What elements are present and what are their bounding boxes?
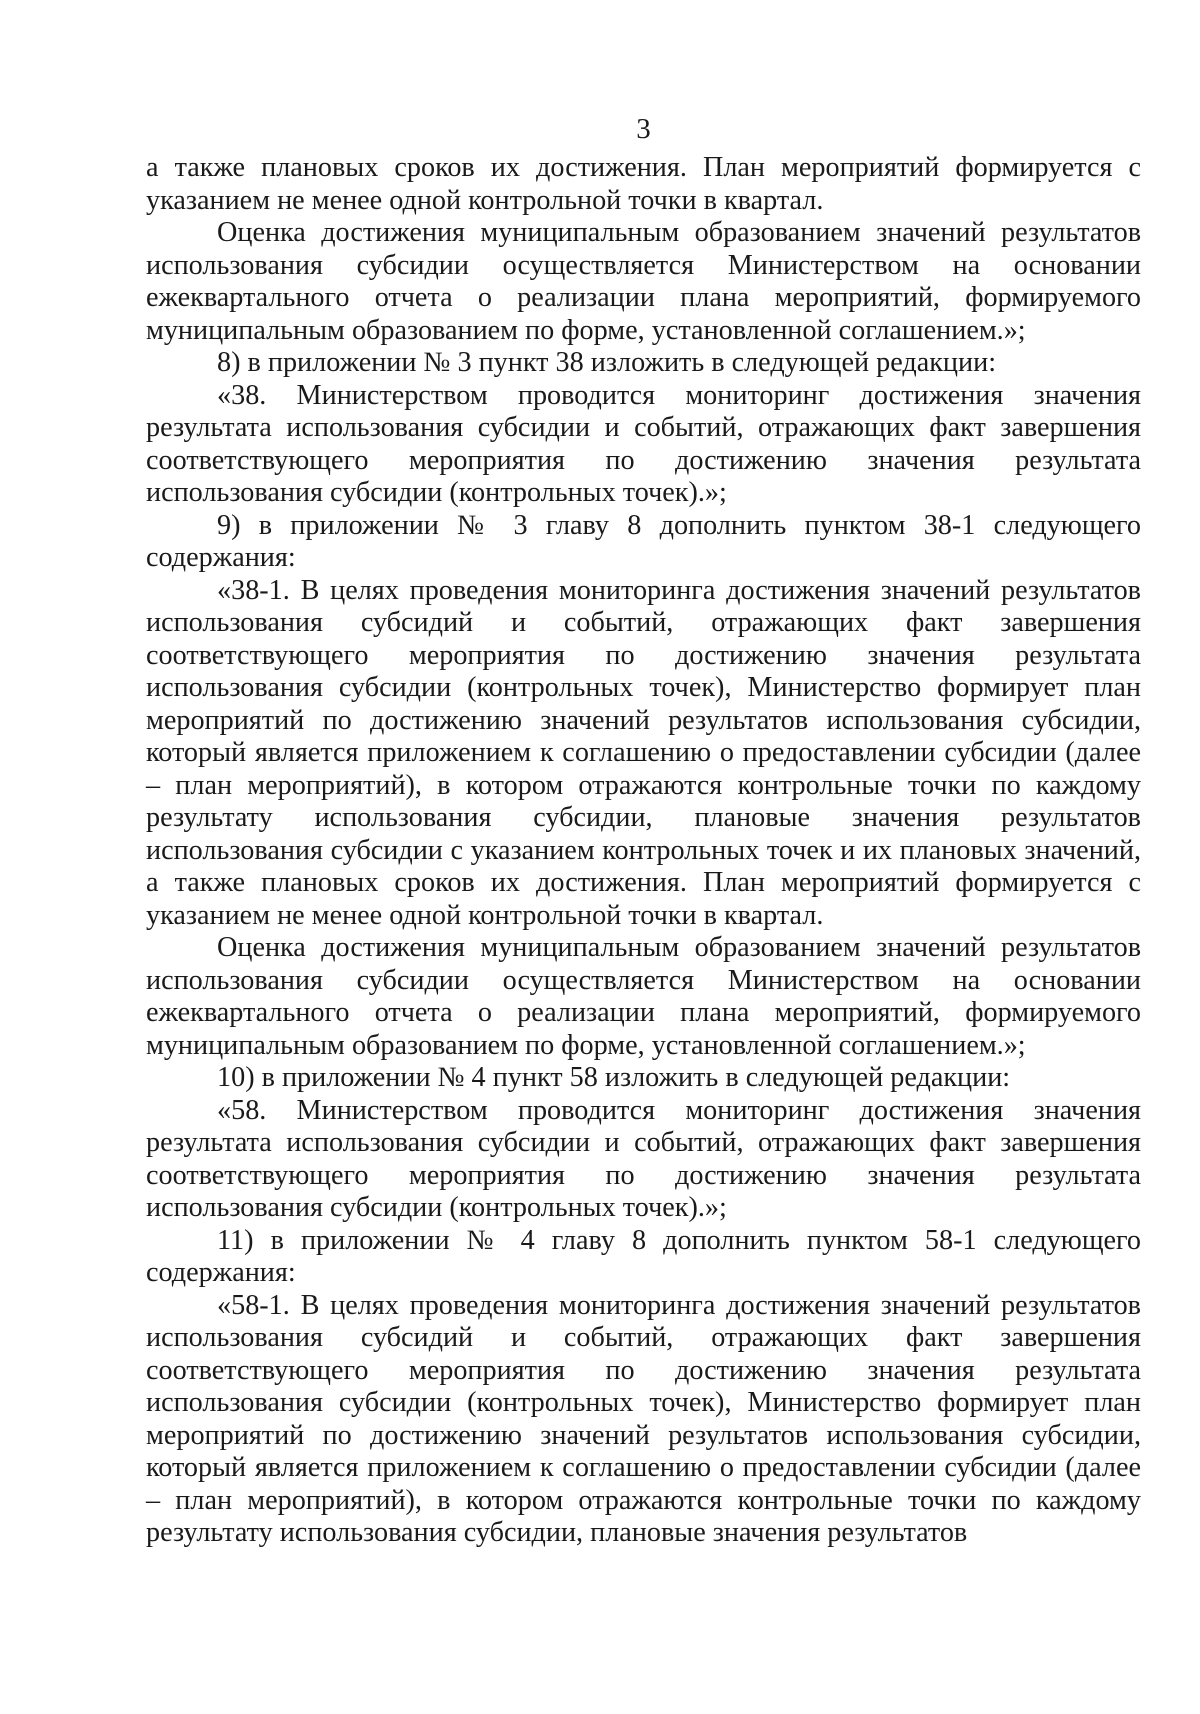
paragraph: «58-1. В целях проведения мониторинга достижения значений результатов использования субсидий и событий, отражающих факт завершения соответствующего мероприятия по достижению значения результата использования субсидии (контрольных точек), Министерство формирует план мероприятий по достижению значений результатов использования субсидии, который является приложением к соглашению о предоставлении субсидии (далее – план мероприятий), в котором отражаются контрольные точки по каждому результату использования субсидии, плановые значения результатов: [146, 1289, 1141, 1548]
paragraph: «38. Министерством проводится мониторинг достижения значения результата использования субсидии и событий, отражающих факт завершения соответствующего мероприятия по достижению значения результата использования субсидии (контрольных точек).»;: [146, 379, 1141, 508]
document-page: [146, 112, 1141, 1550]
paragraph: Оценка достижения муниципальным образованием значений результатов использования субсидии осуществляется Министерством на основании ежеквартального отчета о реализации плана мероприятий, формируемого муниципальным образованием по форме, установленной соглашением.»;: [146, 932, 1141, 1061]
paragraph: «38-1. В целях проведения мониторинга достижения значений результатов использования субсидий и событий, отражающих факт завершения соответствующего мероприятия по достижению значения результата использования субсидии (контрольных точек), Министерство формирует план мероприятий по достижению значений результатов использования субсидии, который является приложением к соглашению о предоставлении субсидии (далее – план мероприятий), в котором отражаются контрольные точки по каждому результату использования субсидии, плановые значения результатов использования субсидии с указанием контрольных точек и их плановых значений, а также плановых сроков их достижения. План мероприятий формируется с указанием не менее одной контрольной точки в квартал.: [146, 574, 1141, 931]
paragraph: а также плановых сроков их достижения. План мероприятий формируется с указанием не менее одной контрольной точки в квартал.: [146, 152, 1141, 216]
paragraph: «58. Министерством проводится мониторинг достижения значения результата использования субсидии и событий, отражающих факт завершения соответствующего мероприятия по достижению значения результата использования субсидии (контрольных точек).»;: [146, 1094, 1141, 1223]
amendment-item-8: 8) в приложении № 3 пункт 38 изложить в следующей редакции:: [217, 347, 997, 378]
amendment-item-10: 10) в приложении № 4 пункт 58 изложить в следующей редакции:: [217, 1062, 1011, 1093]
document-body: [146, 152, 1141, 1550]
amendment-item-9: 9) в приложении № 3 главу 8 дополнить пунктом 38-1 следующего содержания:: [146, 509, 1141, 573]
page-number: 3: [636, 113, 651, 145]
amendment-item-11: 11) в приложении № 4 главу 8 дополнить пунктом 58-1 следующего содержания:: [146, 1224, 1141, 1288]
paragraph: Оценка достижения муниципальным образованием значений результатов использования субсидии осуществляется Министерством на основании ежеквартального отчета о реализации плана мероприятий, формируемого муниципальным образованием по форме, установленной соглашением.»;: [146, 217, 1141, 346]
